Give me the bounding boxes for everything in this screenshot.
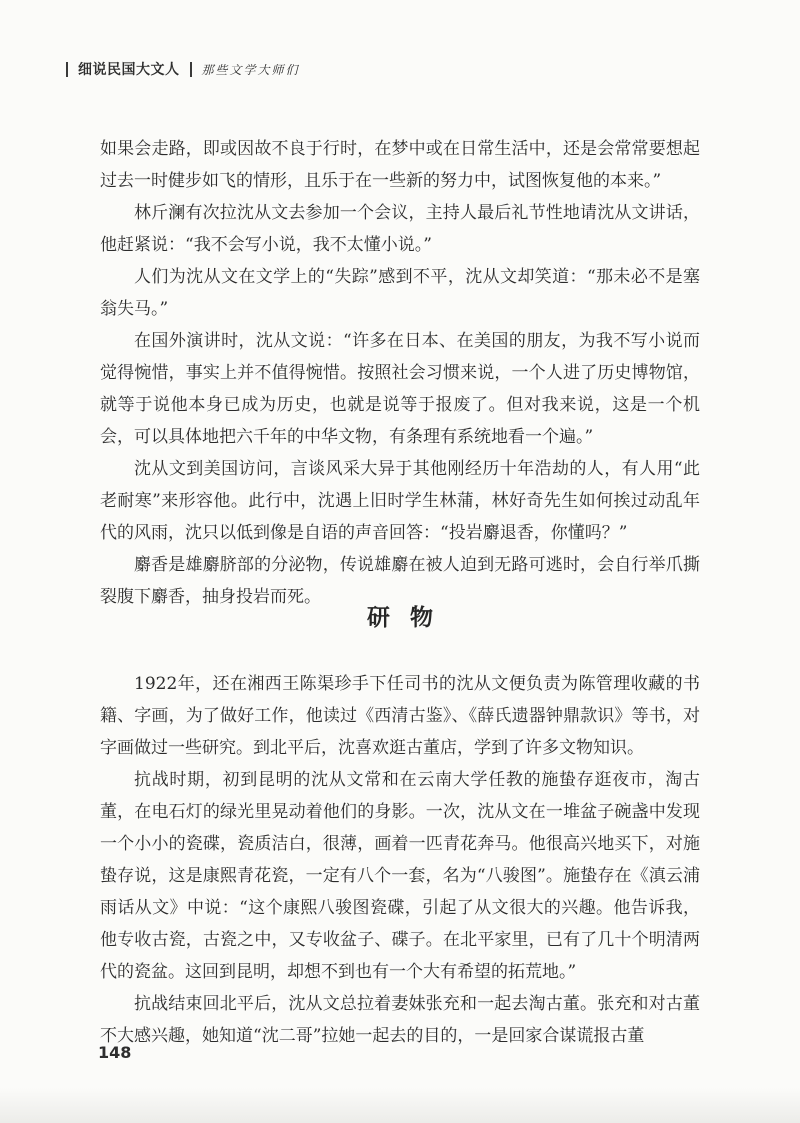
paragraph: 1922年，还在湘西王陈渠珍手下任司书的沈从文便负责为陈管理收藏的书籍、字画，为了做好工作，他读过《西清古鉴》、《薛氏遗器钟鼎款识》等书，对字画做过一些研究。到北平后，沈喜欢逛古董店，学到了许多文物知识。 (100, 674, 700, 758)
paragraph-continued: 如果会走路，即或因故不良于行时，在梦中或在日常生活中，还是会常常要想起过去一时健步如飞的情形，且乐于在一些新的努力中，试图恢复他的本来。” (100, 139, 700, 191)
header-rule-middle (190, 62, 192, 77)
paragraph: 抗战时期，初到昆明的沈从文常和在云南大学任教的施蛰存逛夜市，淘古董，在电石灯的绿光里晃动着他们的身影。一次，沈从文在一堆盆子碗盏中发现一个小小的瓷碟，瓷质洁白，很薄，画着一匹青花奔马。他很高兴地买下，对施蛰存说，这是康熙青花瓷，一定有八个一套，名为“八骏图”。施蛰存在《滇云浦雨话从文》中说：“这个康熙八骏图瓷碟，引起了从文很大的兴趣。他告诉我，他专收古瓷，古瓷之中，又专收盆子、碟子。在北平家里，已有了几十个明清两代的瓷盆。这回到昆明，却想不到也有一个大有希望的拓荒地。” (100, 770, 700, 982)
paragraph: 沈从文到美国访问，言谈风采大异于其他刚经历十年浩劫的人，有人用“此老耐寒”来形容他。此行中，沈遇上旧时学生林蒲，林好奇先生如何挨过动乱年代的风雨，沈只以低到像是自语的声音回答：“投岩麝退香，你懂吗？” (100, 459, 700, 543)
book-title: 细说民国大文人 (78, 62, 180, 78)
paragraph: 麝香是雄麝脐部的分泌物，传说雄麝在被人迫到无路可逃时，会自行举爪撕裂腹下麝香，抽身投岩而死。 (100, 555, 700, 607)
paragraph: 人们为沈从文在文学上的“失踪”感到不平，沈从文却笑道：“那未必不是塞翁失马。” (100, 267, 700, 319)
paragraph: 林斤澜有次拉沈从文去参加一个会议，主持人最后礼节性地请沈从文讲话，他赶紧说：“我不会写小说，我不太懂小说。” (100, 203, 700, 255)
chapter-title: 那些文学大师们 (201, 62, 300, 77)
page-number: 148 (98, 1043, 132, 1062)
body-text-bottom (100, 668, 700, 1052)
section-title: 研物 (367, 605, 453, 631)
paragraph: 在国外演讲时，沈从文说：“许多在日本、在美国的朋友，为我不写小说而觉得惋惜，事实上并不值得惋惜。按照社会习惯来说，一个人进了历史博物馆，就等于说他本身已成为历史，也就是说等于报废了。但对我来说，这是一个机会，可以具体地把六千年的中华文物，有条理有系统地看一个遍。” (100, 331, 700, 447)
header-rule-left (66, 62, 68, 77)
page-bottom-edge (0, 1088, 800, 1123)
running-head (66, 58, 300, 80)
paragraph: 抗战结束回北平后，沈从文总拉着妻妹张充和一起去淘古董。张充和对古董不大感兴趣，她知道“沈二哥”拉她一起去的目的，一是回家合谋谎报古董 (100, 994, 700, 1046)
body-text-top (100, 133, 700, 613)
